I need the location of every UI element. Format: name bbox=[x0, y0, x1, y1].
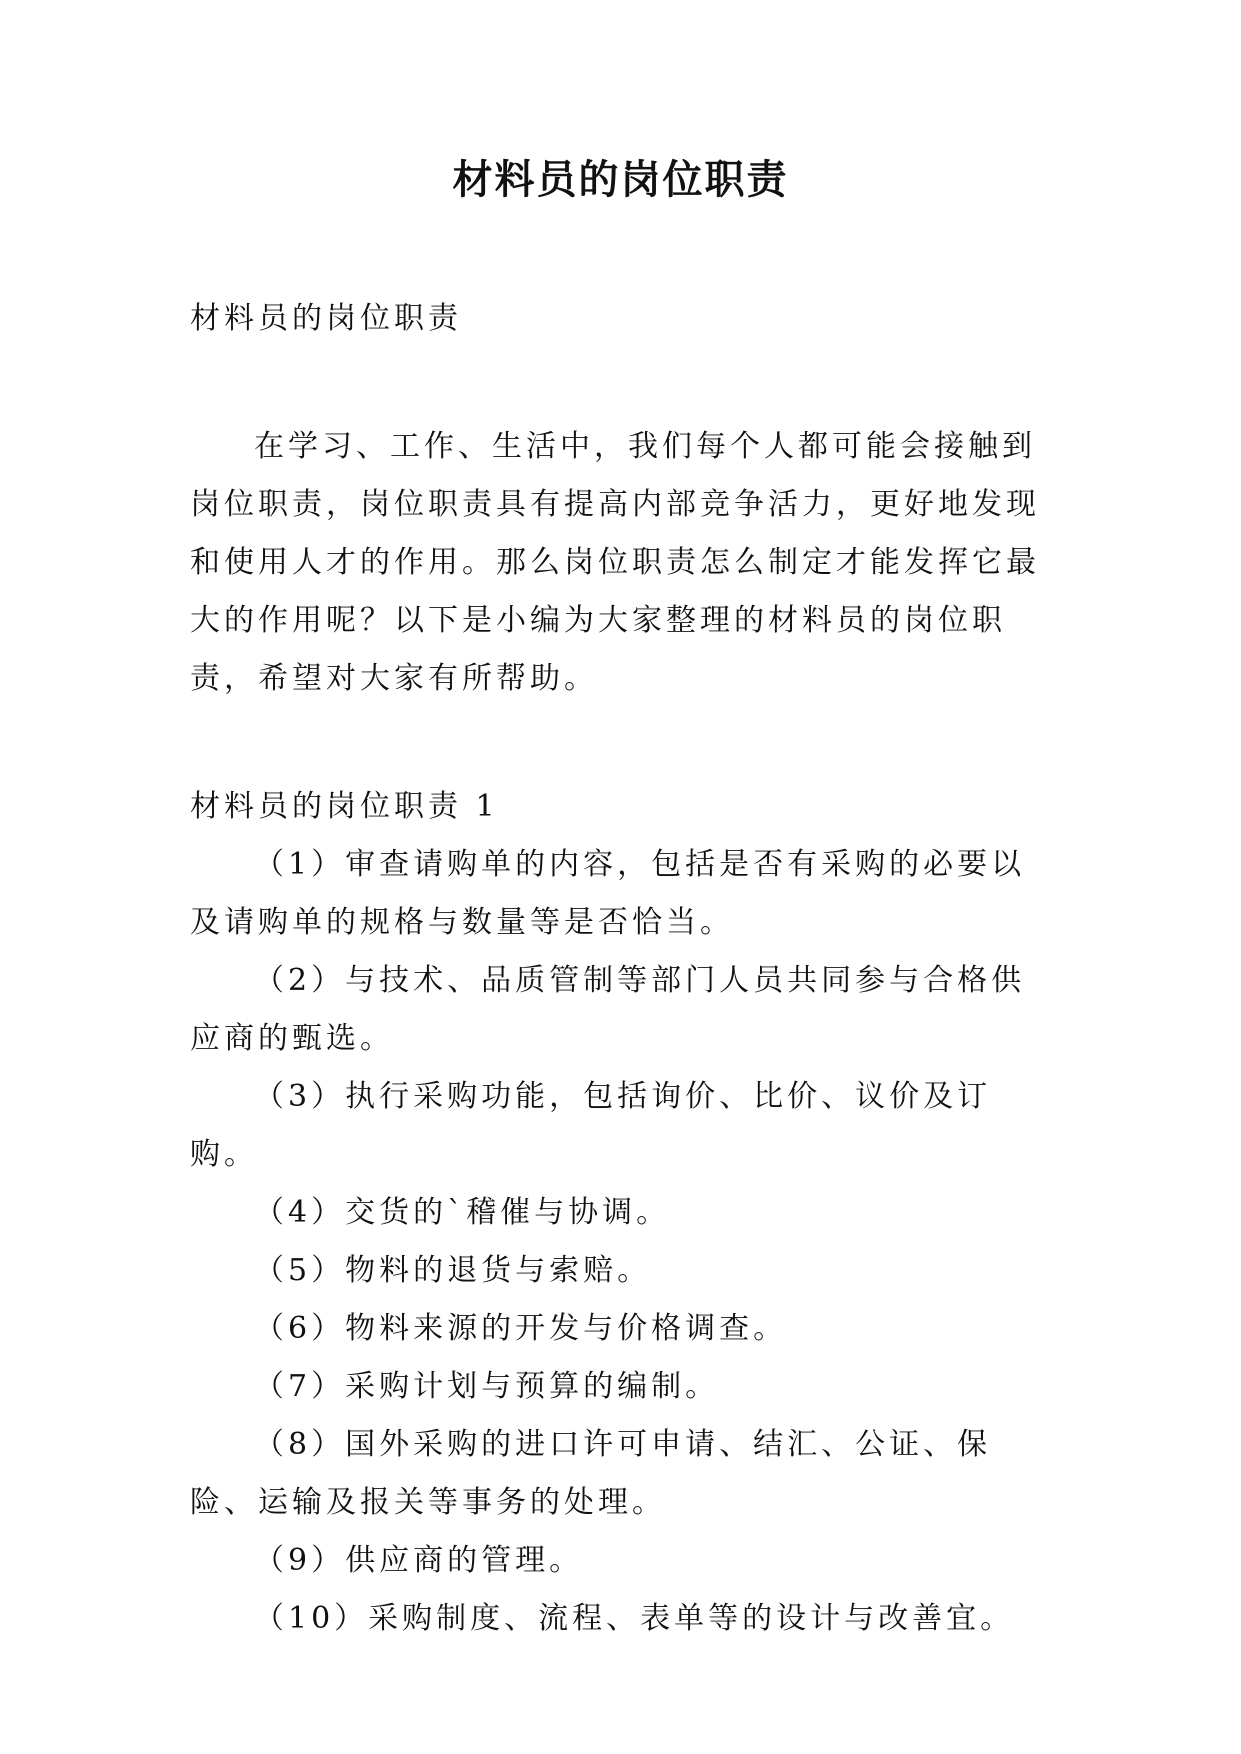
list-item: （3）执行采购功能，包括询价、比价、议价及订购。 bbox=[190, 1079, 992, 1172]
list-item: （2）与技术、品质管制等部门人员共同参与合格供应商的甄选。 bbox=[190, 963, 1026, 1056]
list-item: （4）交货的`稽催与协调。 bbox=[254, 1195, 671, 1230]
document-title: 材料员的岗位职责 bbox=[452, 156, 789, 203]
section-heading: 材料员的岗位职责 1 bbox=[190, 789, 499, 824]
intro-paragraph: 在学习、工作、生活中，我们每个人都可能会接触到岗位职责，岗位职责具有提高内部竞争活力，更好地发现和使用人才的作用。那么岗位职责怎么制定才能发挥它最大的作用呢？以下是小编为大家整理的材料员的岗位职责，希望对大家有所帮助。 bbox=[190, 429, 1040, 696]
list-item: （5）物料的退货与索赔。 bbox=[254, 1253, 652, 1288]
list-item: （1）审查请购单的内容，包括是否有采购的必要以及请购单的规格与数量等是否恰当。 bbox=[190, 847, 1026, 940]
document-body bbox=[190, 290, 1050, 1648]
list-item: （10）采购制度、流程、表单等的设计与改善宜。 bbox=[254, 1601, 1015, 1636]
list-item: （7）采购计划与预算的编制。 bbox=[254, 1369, 720, 1404]
list-item: （8）国外采购的进口许可申请、结汇、公证、保险、运输及报关等事务的处理。 bbox=[190, 1427, 992, 1520]
document-subtitle: 材料员的岗位职责 bbox=[190, 301, 462, 336]
list-item: （9）供应商的管理。 bbox=[254, 1543, 584, 1578]
list-item: （6）物料来源的开发与价格调查。 bbox=[254, 1311, 788, 1346]
